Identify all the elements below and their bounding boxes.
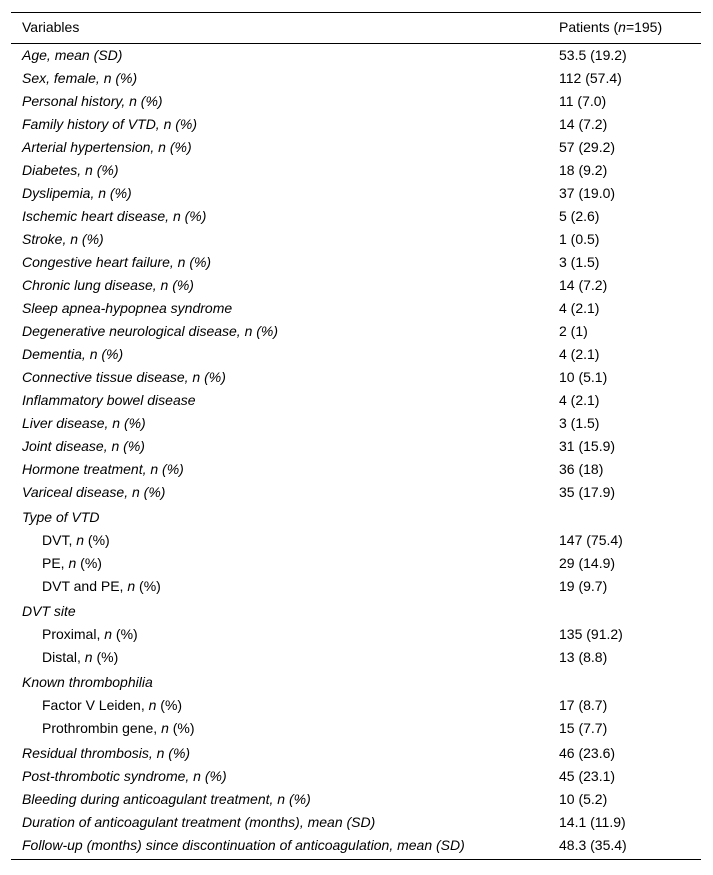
- row-value: 35 (17.9): [559, 484, 616, 500]
- row-label: Liver disease, n (%): [22, 415, 146, 431]
- row-label: Post-thrombotic syndrome, n (%): [22, 768, 227, 784]
- table-row: [11, 297, 701, 320]
- row-value: 31 (15.9): [559, 438, 616, 454]
- table-row: [11, 90, 701, 113]
- row-value: 4 (2.1): [559, 346, 600, 362]
- row-label: Inflammatory bowel disease: [22, 392, 196, 408]
- row-value: 3 (1.5): [559, 415, 600, 431]
- row-label: Proximal, n (%): [42, 626, 138, 642]
- table-row: [11, 694, 701, 717]
- row-label: Chronic lung disease, n (%): [22, 277, 194, 293]
- header-row: [11, 13, 701, 44]
- row-value: 14 (7.2): [559, 277, 608, 293]
- row-label: Prothrombin gene, n (%): [42, 720, 195, 736]
- group-title-row: [11, 669, 701, 694]
- row-label: Congestive heart failure, n (%): [22, 254, 212, 270]
- row-label: DVT, n (%): [42, 532, 110, 548]
- table-row: [11, 274, 701, 297]
- header-variables: Variables: [11, 13, 559, 44]
- row-label: Stroke, n (%): [22, 231, 104, 247]
- row-value: 14.1 (11.9): [559, 814, 626, 830]
- table-row: [11, 458, 701, 481]
- row-label: Connective tissue disease, n (%): [22, 369, 226, 385]
- row-label: Variceal disease, n (%): [22, 484, 166, 500]
- table-row: [11, 343, 701, 366]
- table-row: [11, 389, 701, 412]
- row-value: 5 (2.6): [559, 208, 600, 224]
- table-row: [11, 412, 701, 435]
- row-label: Ischemic heart disease, n (%): [22, 208, 207, 224]
- group-title-dvt-site: DVT site: [22, 603, 76, 619]
- table-container: [11, 12, 701, 860]
- row-value: 15 (7.7): [559, 720, 608, 736]
- table-row: [11, 320, 701, 343]
- row-label: Factor V Leiden, n (%): [42, 697, 183, 713]
- row-label: Hormone treatment, n (%): [22, 461, 184, 477]
- table-row: [11, 159, 701, 182]
- row-value: 17 (8.7): [559, 697, 608, 713]
- row-label: Degenerative neurological disease, n (%): [22, 323, 279, 339]
- row-value: 4 (2.1): [559, 300, 600, 316]
- table-row: [11, 44, 701, 68]
- row-value: 29 (14.9): [559, 555, 616, 571]
- table-row: [11, 366, 701, 389]
- header-patients-prefix: Patients (: [559, 19, 619, 35]
- header-patients-n: n: [618, 19, 626, 35]
- row-label: Dementia, n (%): [22, 346, 124, 362]
- row-value: 19 (9.7): [559, 578, 608, 594]
- row-value: 4 (2.1): [559, 392, 600, 408]
- row-label: Bleeding during anticoagulant treatment, n (%): [22, 791, 311, 807]
- header-patients: [559, 13, 701, 44]
- row-value: 53.5 (19.2): [559, 47, 627, 63]
- row-value: 10 (5.2): [559, 791, 608, 807]
- table-row: [11, 811, 701, 834]
- table-row: [11, 228, 701, 251]
- table-row: [11, 529, 701, 552]
- row-value: 2 (1): [559, 323, 588, 339]
- table-row: [11, 552, 701, 575]
- patient-characteristics-table: [11, 12, 701, 860]
- row-value: 112 (57.4): [559, 70, 622, 86]
- row-label: Dyslipemia, n (%): [22, 185, 132, 201]
- header-patients-suffix: =195): [625, 19, 663, 35]
- row-label: PE, n (%): [42, 555, 102, 571]
- row-label: Sex, female, n (%): [22, 70, 138, 86]
- row-label: DVT and PE, n (%): [42, 578, 161, 594]
- row-label: Arterial hypertension, n (%): [22, 139, 192, 155]
- row-value: 11 (7.0): [559, 93, 607, 109]
- table-row: [11, 251, 701, 274]
- row-label: Sleep apnea-hypopnea syndrome: [22, 300, 233, 316]
- row-label: Age, mean (SD): [22, 47, 123, 63]
- row-label: Diabetes, n (%): [22, 162, 119, 178]
- row-value: 14 (7.2): [559, 116, 608, 132]
- row-value: 37 (19.0): [559, 185, 616, 201]
- table-row: [11, 435, 701, 458]
- row-label: Joint disease, n (%): [22, 438, 145, 454]
- table-row: [11, 646, 701, 669]
- table-row: [11, 575, 701, 598]
- table-row: [11, 623, 701, 646]
- row-value: 3 (1.5): [559, 254, 600, 270]
- row-value: 1 (0.5): [559, 231, 600, 247]
- row-label: Duration of anticoagulant treatment (months), mean (SD): [22, 814, 376, 830]
- row-value: 13 (8.8): [559, 649, 608, 665]
- row-value: 45 (23.1): [559, 768, 616, 784]
- row-value: 135 (91.2): [559, 626, 623, 642]
- table-row: [11, 740, 701, 765]
- table-row: [11, 136, 701, 159]
- row-value: 36 (18): [559, 461, 604, 477]
- row-label: Family history of VTD, n (%): [22, 116, 198, 132]
- row-label: Personal history, n (%): [22, 93, 163, 109]
- table-row: [11, 788, 701, 811]
- row-value: 46 (23.6): [559, 745, 616, 761]
- table-row: [11, 67, 701, 90]
- group-title-row: [11, 598, 701, 623]
- row-value: 10 (5.1): [559, 369, 608, 385]
- row-label: Follow-up (months) since discontinuation of anticoagulation, mean (SD): [11, 834, 559, 860]
- group-title-type-vtd: Type of VTD: [22, 509, 100, 525]
- row-label: Residual thrombosis, n (%): [22, 745, 191, 761]
- table-row: [11, 717, 701, 740]
- row-value: 48.3 (35.4): [559, 834, 701, 860]
- table-body: [11, 44, 701, 860]
- table-header: [11, 13, 701, 44]
- table-row: [11, 113, 701, 136]
- table-row: [11, 765, 701, 788]
- row-value: 147 (75.4): [559, 532, 623, 548]
- row-value: 18 (9.2): [559, 162, 608, 178]
- table-row: [11, 182, 701, 205]
- table-row: [11, 205, 701, 228]
- table-row: [11, 481, 701, 504]
- group-title-row: [11, 504, 701, 529]
- row-label: Distal, n (%): [42, 649, 119, 665]
- row-value: 57 (29.2): [559, 139, 616, 155]
- group-title-thrombophilia: Known thrombophilia: [22, 674, 153, 690]
- table-row: [11, 834, 701, 860]
